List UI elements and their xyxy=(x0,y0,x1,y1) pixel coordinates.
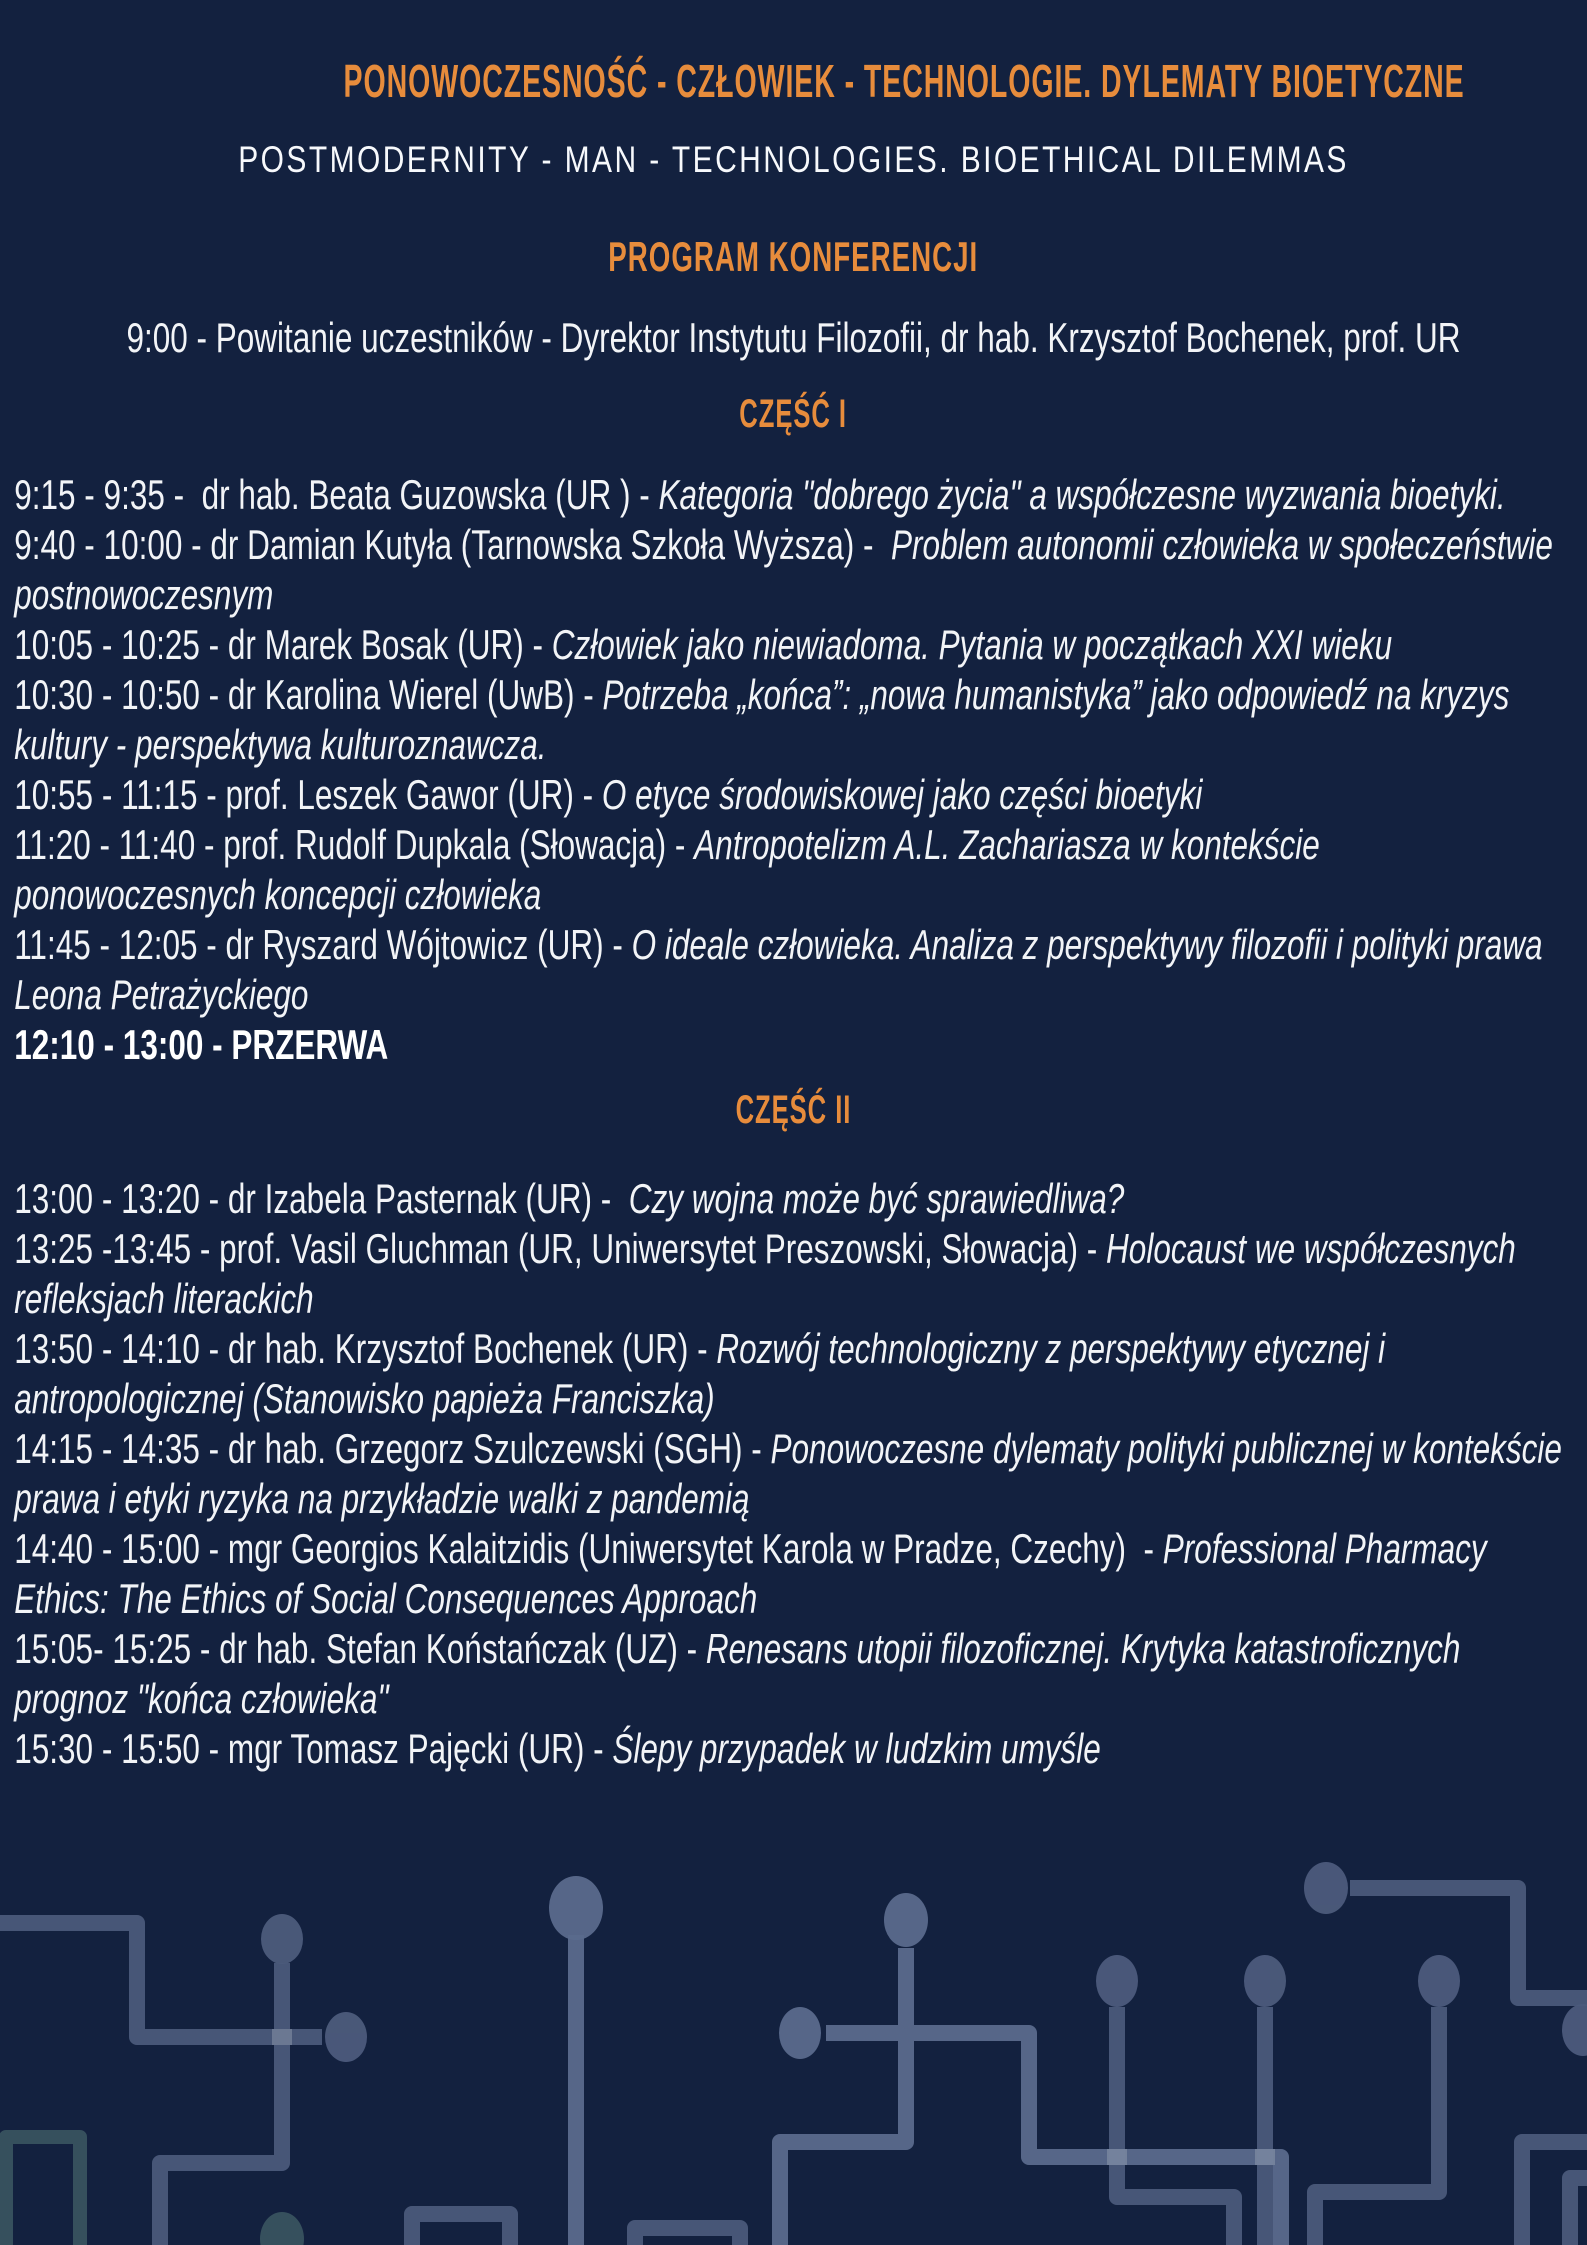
entry-title: Antropotelizm A.L. Zachariasza w kontekście ponowoczesnych koncepcji człowieka xyxy=(14,821,1329,918)
circuit-trace xyxy=(635,2228,740,2245)
poster-title-polish xyxy=(0,48,1587,114)
entry-lead: 9:15 - 9:35 - dr hab. Beata Guzowska (UR ) - xyxy=(14,471,659,518)
circuit-node xyxy=(779,2007,821,2059)
sections xyxy=(0,386,1587,1774)
circuit-board-decoration xyxy=(0,1835,1587,2245)
circuit-node xyxy=(1244,1955,1286,2007)
circuit-trace xyxy=(1350,1888,1587,1998)
entry-title: Renesans utopii filozoficznej. Krytyka katastroficznych prognoz "końca człowieka" xyxy=(14,1625,1470,1722)
schedule-entry xyxy=(14,820,1566,920)
circuit-node xyxy=(260,2212,304,2245)
program-section xyxy=(0,1082,1587,1774)
entry-title: Potrzeba „końca”: „nowa humanistyka” jako odpowiedź na kryzys kultury - perspektywa kulturoznawcza. xyxy=(14,671,1519,768)
entry-lead: 10:30 - 10:50 - dr Karolina Wierel (UwB) - xyxy=(14,671,603,718)
entry-lead: 13:00 - 13:20 - dr Izabela Pasternak (UR) - xyxy=(14,1175,629,1222)
circuit-trace xyxy=(1117,2007,1234,2245)
entry-lead: 13:50 - 14:10 - dr hab. Krzysztof Bochenek (UR) - xyxy=(14,1325,717,1372)
schedule-entry xyxy=(14,470,1566,520)
entry-title: Problem autonomii człowieka w społeczeństwie postnowoczesnym xyxy=(14,521,1562,618)
entry-title: Człowiek jako niewiadoma. Pytania w początkach XXI wieku xyxy=(551,621,1393,668)
circuit-trace xyxy=(1570,2178,1587,2245)
entry-lead: 11:45 - 12:05 - dr Ryszard Wójtowicz (UR) - xyxy=(14,921,632,968)
entry-lead: 15:05- 15:25 - dr hab. Stefan Koństańczak (UZ) - xyxy=(14,1625,706,1672)
circuit-traces-teal xyxy=(6,2137,80,2245)
schedule-entry xyxy=(14,1020,1566,1070)
section-heading xyxy=(0,1082,1587,1138)
schedule-entry xyxy=(14,1324,1566,1424)
section-entries xyxy=(0,470,1587,1070)
schedule-entry xyxy=(14,1424,1571,1524)
entry-lead: 13:25 -13:45 - prof. Vasil Gluchman (UR, Uniwersytet Preszowski, Słowacja) - xyxy=(14,1225,1107,1272)
circuit-traces xyxy=(0,1888,1587,2245)
opening-line-wrap xyxy=(0,312,1587,364)
poster-title-english-text: POSTMODERNITY - MAN - TECHNOLOGIES. BIOETHICAL DILEMMAS xyxy=(238,139,1349,180)
entry-lead: 12:10 - 13:00 - PRZERWA xyxy=(14,1021,389,1068)
schedule-entry xyxy=(14,1624,1566,1724)
circuit-node xyxy=(325,2012,367,2062)
circuit-node xyxy=(1096,1955,1138,2007)
schedule-entry xyxy=(14,520,1566,620)
circuit-node xyxy=(884,1893,928,1947)
schedule-entry xyxy=(14,670,1566,770)
circuit-node xyxy=(1304,1862,1348,1914)
circuit-trace xyxy=(412,2214,510,2245)
entry-title: Rozwój technologiczny z perspektywy etycznej i antropologicznej (Stanowisko papieża Franciszka) xyxy=(14,1325,1394,1422)
schedule-entry xyxy=(14,1224,1566,1324)
entry-title: Czy wojna może być sprawiedliwa? xyxy=(628,1175,1125,1222)
circuit-trace xyxy=(6,2137,80,2245)
entry-title: O etyce środowiskowej jako części bioetyki xyxy=(601,771,1203,818)
schedule-entry xyxy=(14,770,1566,820)
program-section xyxy=(0,386,1587,1070)
entry-lead: 15:30 - 15:50 - mgr Tomasz Pajęcki (UR) - xyxy=(14,1725,613,1772)
circuit-node xyxy=(261,1914,303,1964)
section-heading xyxy=(0,386,1587,442)
entry-title: O ideale człowieka. Analiza z perspektywy filozofii i polityki prawa Leona Petrażyckiego xyxy=(14,921,1552,1018)
schedule-entry xyxy=(14,620,1566,670)
schedule-entry xyxy=(14,920,1566,1020)
section-entries xyxy=(0,1174,1587,1774)
poster-title-english xyxy=(0,136,1587,184)
opening-line: 9:00 - Powitanie uczestników - Dyrektor Instytutu Filozofii, dr hab. Krzysztof Bochenek, prof. UR xyxy=(126,314,1461,361)
circuit-node xyxy=(1562,2004,1587,2056)
program-heading-text: PROGRAM KONFERENCJI xyxy=(608,233,979,280)
schedule-entry xyxy=(14,1174,1566,1224)
circuit-trace xyxy=(1315,2007,1439,2245)
entry-lead: 10:55 - 11:15 - prof. Leszek Gawor (UR) - xyxy=(14,771,602,818)
entry-lead: 14:40 - 15:00 - mgr Georgios Kalaitzidis (Uniwersytet Karola w Pradze, Czechy) - xyxy=(14,1525,1163,1572)
section-heading-text: CZĘŚĆ II xyxy=(735,1088,852,1132)
section-heading-text: CZĘŚĆ I xyxy=(739,392,848,436)
entry-lead: 9:40 - 10:00 - dr Damian Kutyła (Tarnowska Szkoła Wyższa) - xyxy=(14,521,892,568)
program-heading xyxy=(0,228,1587,286)
schedule-entry xyxy=(14,1524,1566,1624)
entry-title: Kategoria "dobrego życia" a współczesne wyzwania bioetyki. xyxy=(658,471,1506,518)
entry-lead: 10:05 - 10:25 - dr Marek Bosak (UR) - xyxy=(14,621,552,668)
circuit-trace xyxy=(780,1948,906,2245)
poster-title-polish-text: PONOWOCZESNOŚĆ - CZŁOWIEK - TECHNOLOGIE. DYLEMATY BIOETYCZNE xyxy=(343,55,1465,107)
circuit-trace xyxy=(160,1963,282,2245)
entry-title: Professional Pharmacy Ethics: The Ethics of Social Consequences Approach xyxy=(14,1525,1496,1622)
entry-title: Ponowoczesne dylematy polityki publicznej w kontekście prawa i etyki ryzyka na przykładzie walki z pandemią xyxy=(14,1425,1571,1522)
entry-title: Holocaust we współczesnych refleksjach literackich xyxy=(14,1225,1525,1322)
entry-lead: 14:15 - 14:35 - dr hab. Grzegorz Szulczewski (SGH) - xyxy=(14,1425,771,1472)
schedule-entry xyxy=(14,1724,1566,1774)
circuit-node xyxy=(549,1876,603,1940)
entry-lead: 11:20 - 11:40 - prof. Rudolf Dupkala (Słowacja) - xyxy=(14,821,695,868)
entry-title: Ślepy przypadek w ludzkim umyśle xyxy=(612,1725,1101,1772)
circuit-node xyxy=(1418,1955,1460,2007)
